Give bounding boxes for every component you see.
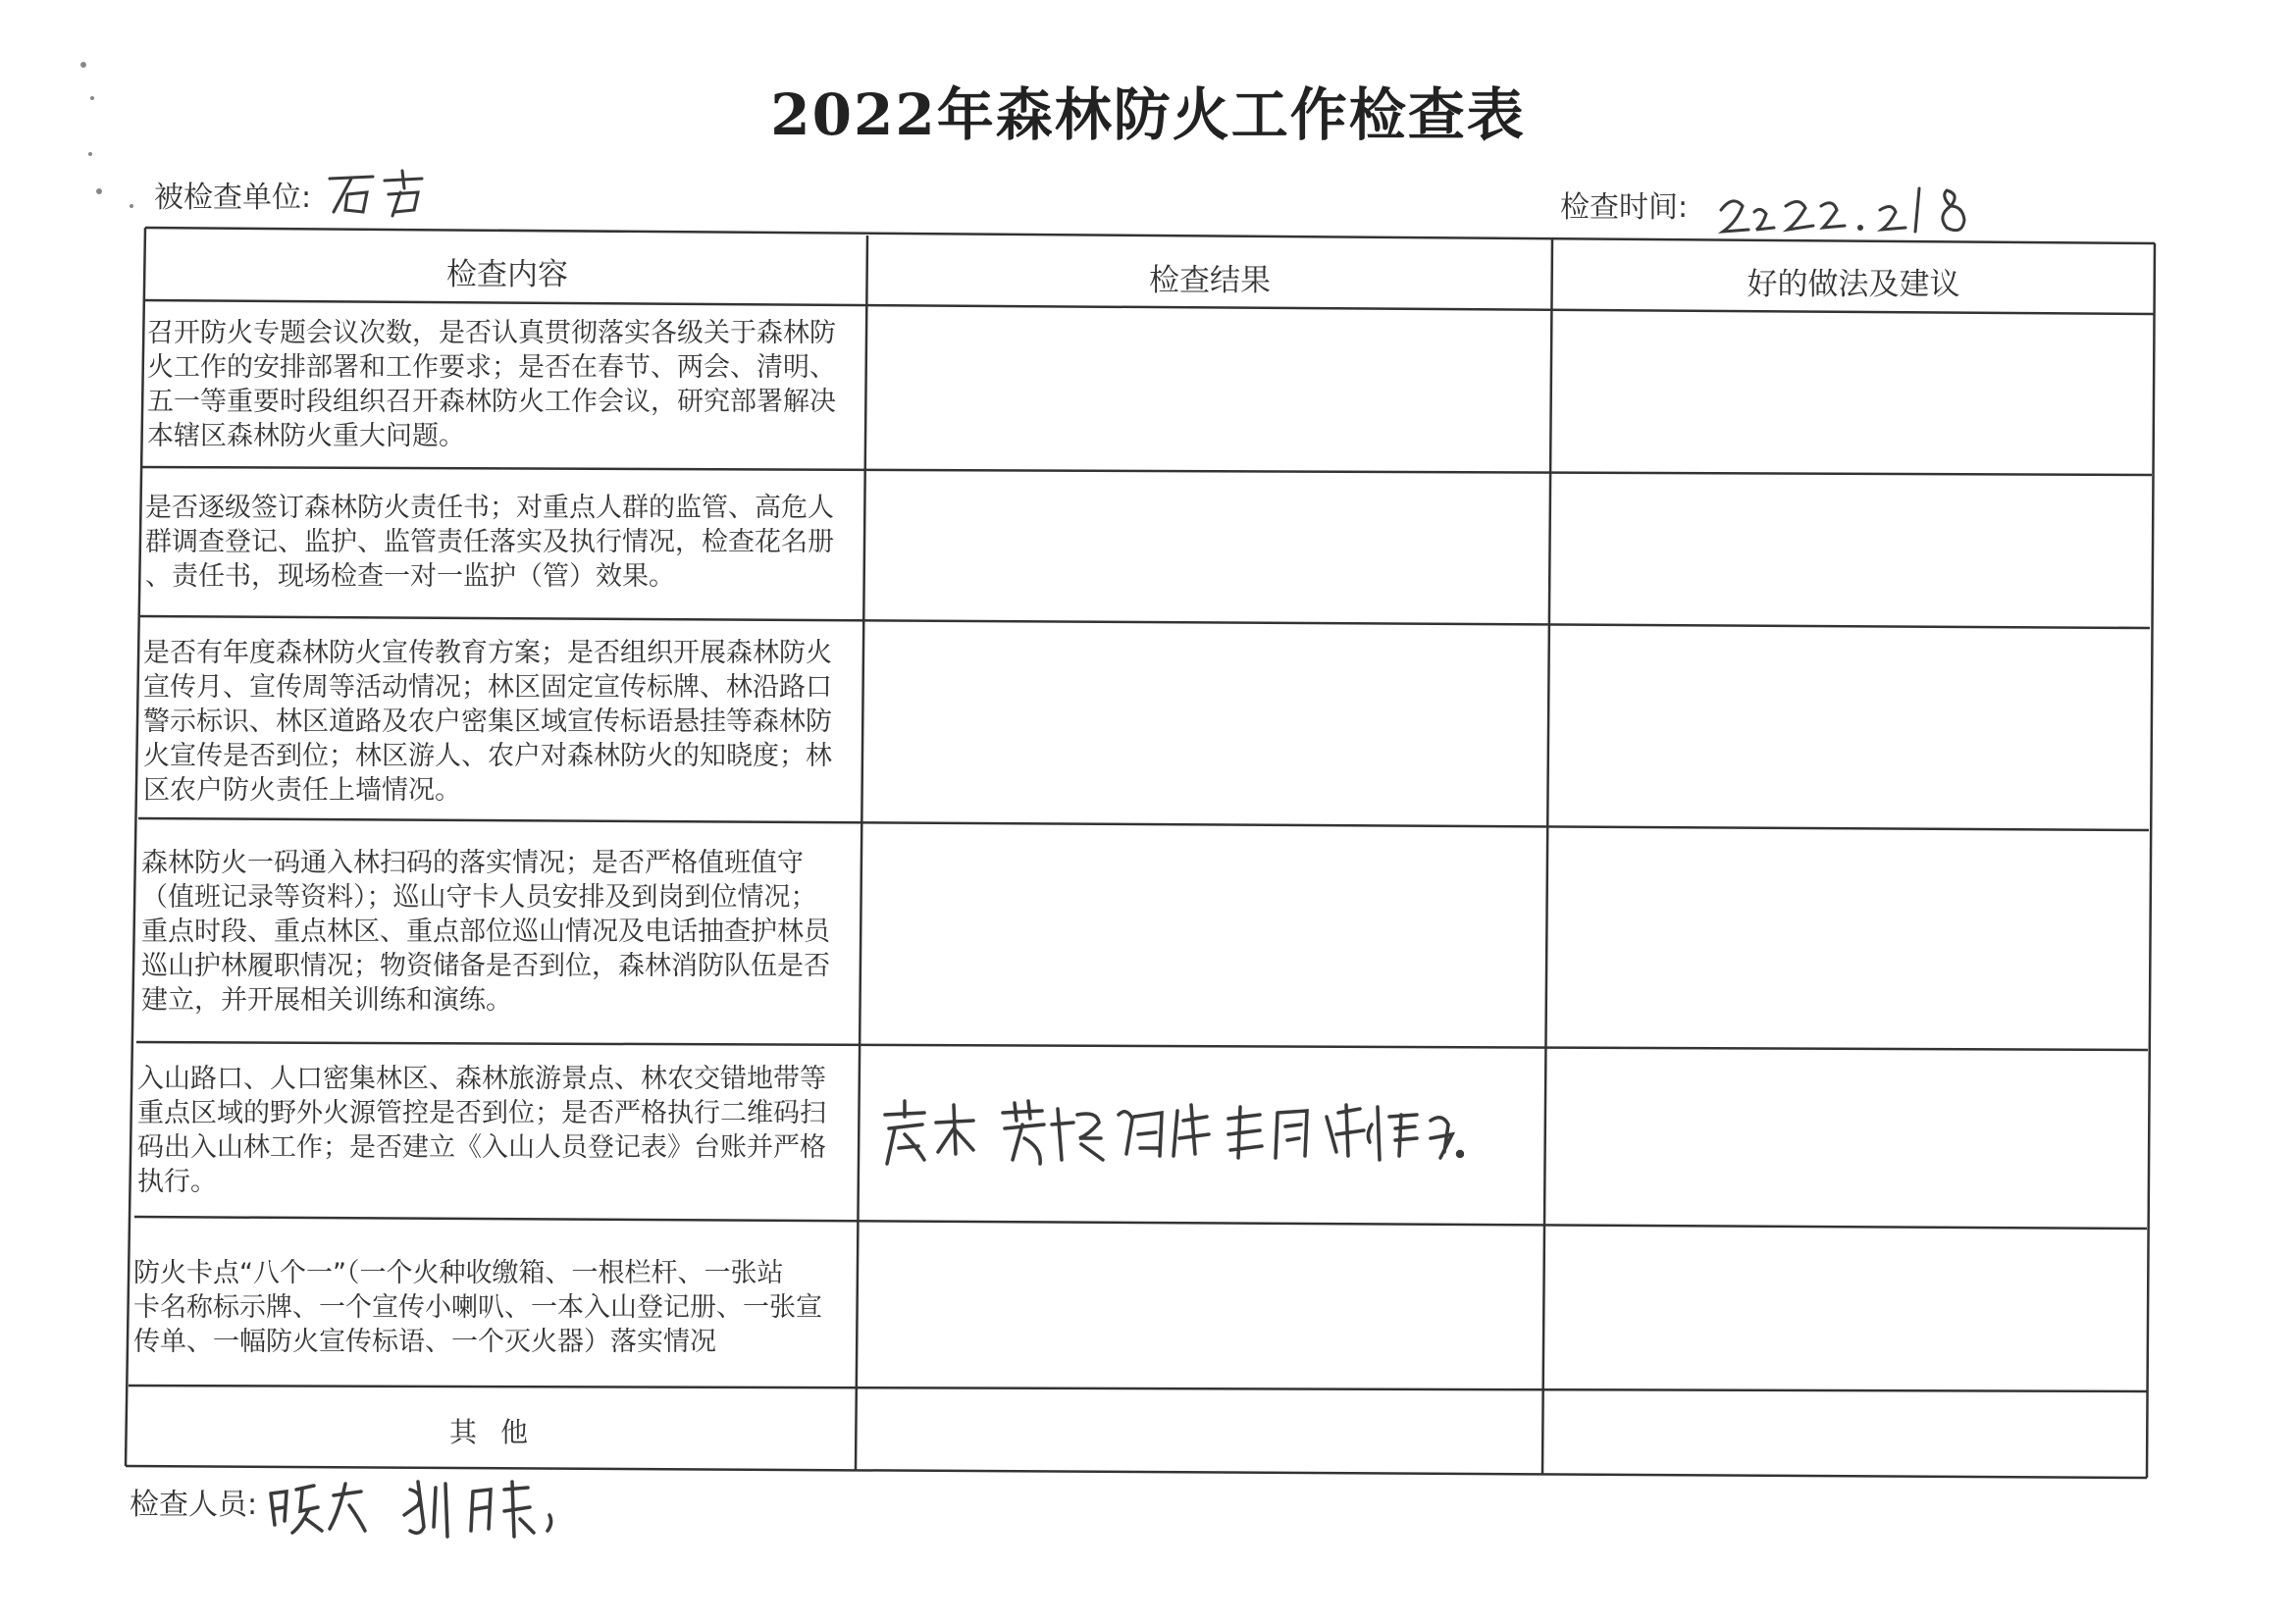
- row-2-content: 是否逐级签订森林防火责任书；对重点人群的监管、高危人 群调查登记、监护、监管责任落实及执行情况，检查花名册 、责任书，现场检查一对一监护（管）效果。: [145, 493, 834, 592]
- row-5-content: 入山路口、人口密集林区、森林旅游景点、林农交错地带等 重点区域的野外火源管控是否到位；是否严格执行二维码扫 码出入山林工作；是否建立《入山人员登记表》台账并严格 执行。: [137, 1064, 826, 1197]
- page-title: 2022年森林防火工作检查表: [770, 81, 1526, 148]
- inspected-unit-label: 被检查单位:: [154, 181, 312, 215]
- row-4-content: 森林防火一码通入林扫码的落实情况；是否严格值班值守 （值班记录等资料）；巡山守卡人员安排及到岗到位情况； 重点时段、重点林区、重点部位巡山情况及电话抽查护林员 巡山护林履职情况；物资储备是否到位，森林消防队伍是否 建立，并开展相关训练和演练。: [141, 848, 830, 1016]
- row-other-label: 其他: [449, 1416, 552, 1448]
- header-check-content: 检查内容: [446, 257, 568, 292]
- inspectors-signature: [263, 1472, 577, 1550]
- inspection-date-label: 检查时间:: [1560, 190, 1689, 225]
- row-5-result-handwriting: [875, 1095, 1464, 1174]
- header-good-practices: 好的做法及建议: [1747, 267, 1960, 302]
- header-check-result: 检查结果: [1149, 263, 1271, 298]
- row-6-content: 防火卡点“八个一”（一个火种收缴箱、一根栏杆、一张站 卡名称标示牌、一个宣传小喇叭、一本入山登记册、一张宣 传单、一幅防火宣传标语、一个灭火器）落实情况: [133, 1258, 822, 1357]
- row-3-content: 是否有年度森林防火宣传教育方案；是否组织开展森林防火 宣传月、宣传周等活动情况；林区固定宣传标牌、林沿路口 警示标识、林区道路及农户密集区域宣传标语悬挂等森林防 火宣传是否到位；林区游人、农户对森林防火的知晓度；林 区农户防火责任上墙情况。: [143, 638, 832, 806]
- inspectors-label: 检查人员:: [130, 1488, 258, 1522]
- row-1-content: 召开防火专题会议次数，是否认真贯彻落实各级关于森林防 火工作的安排部署和工作要求；是否在春节、两会、清明、 五一等重要时段组织召开森林防火工作会议，研究部署解决 本辖区森林防火重大问题。: [147, 318, 836, 451]
